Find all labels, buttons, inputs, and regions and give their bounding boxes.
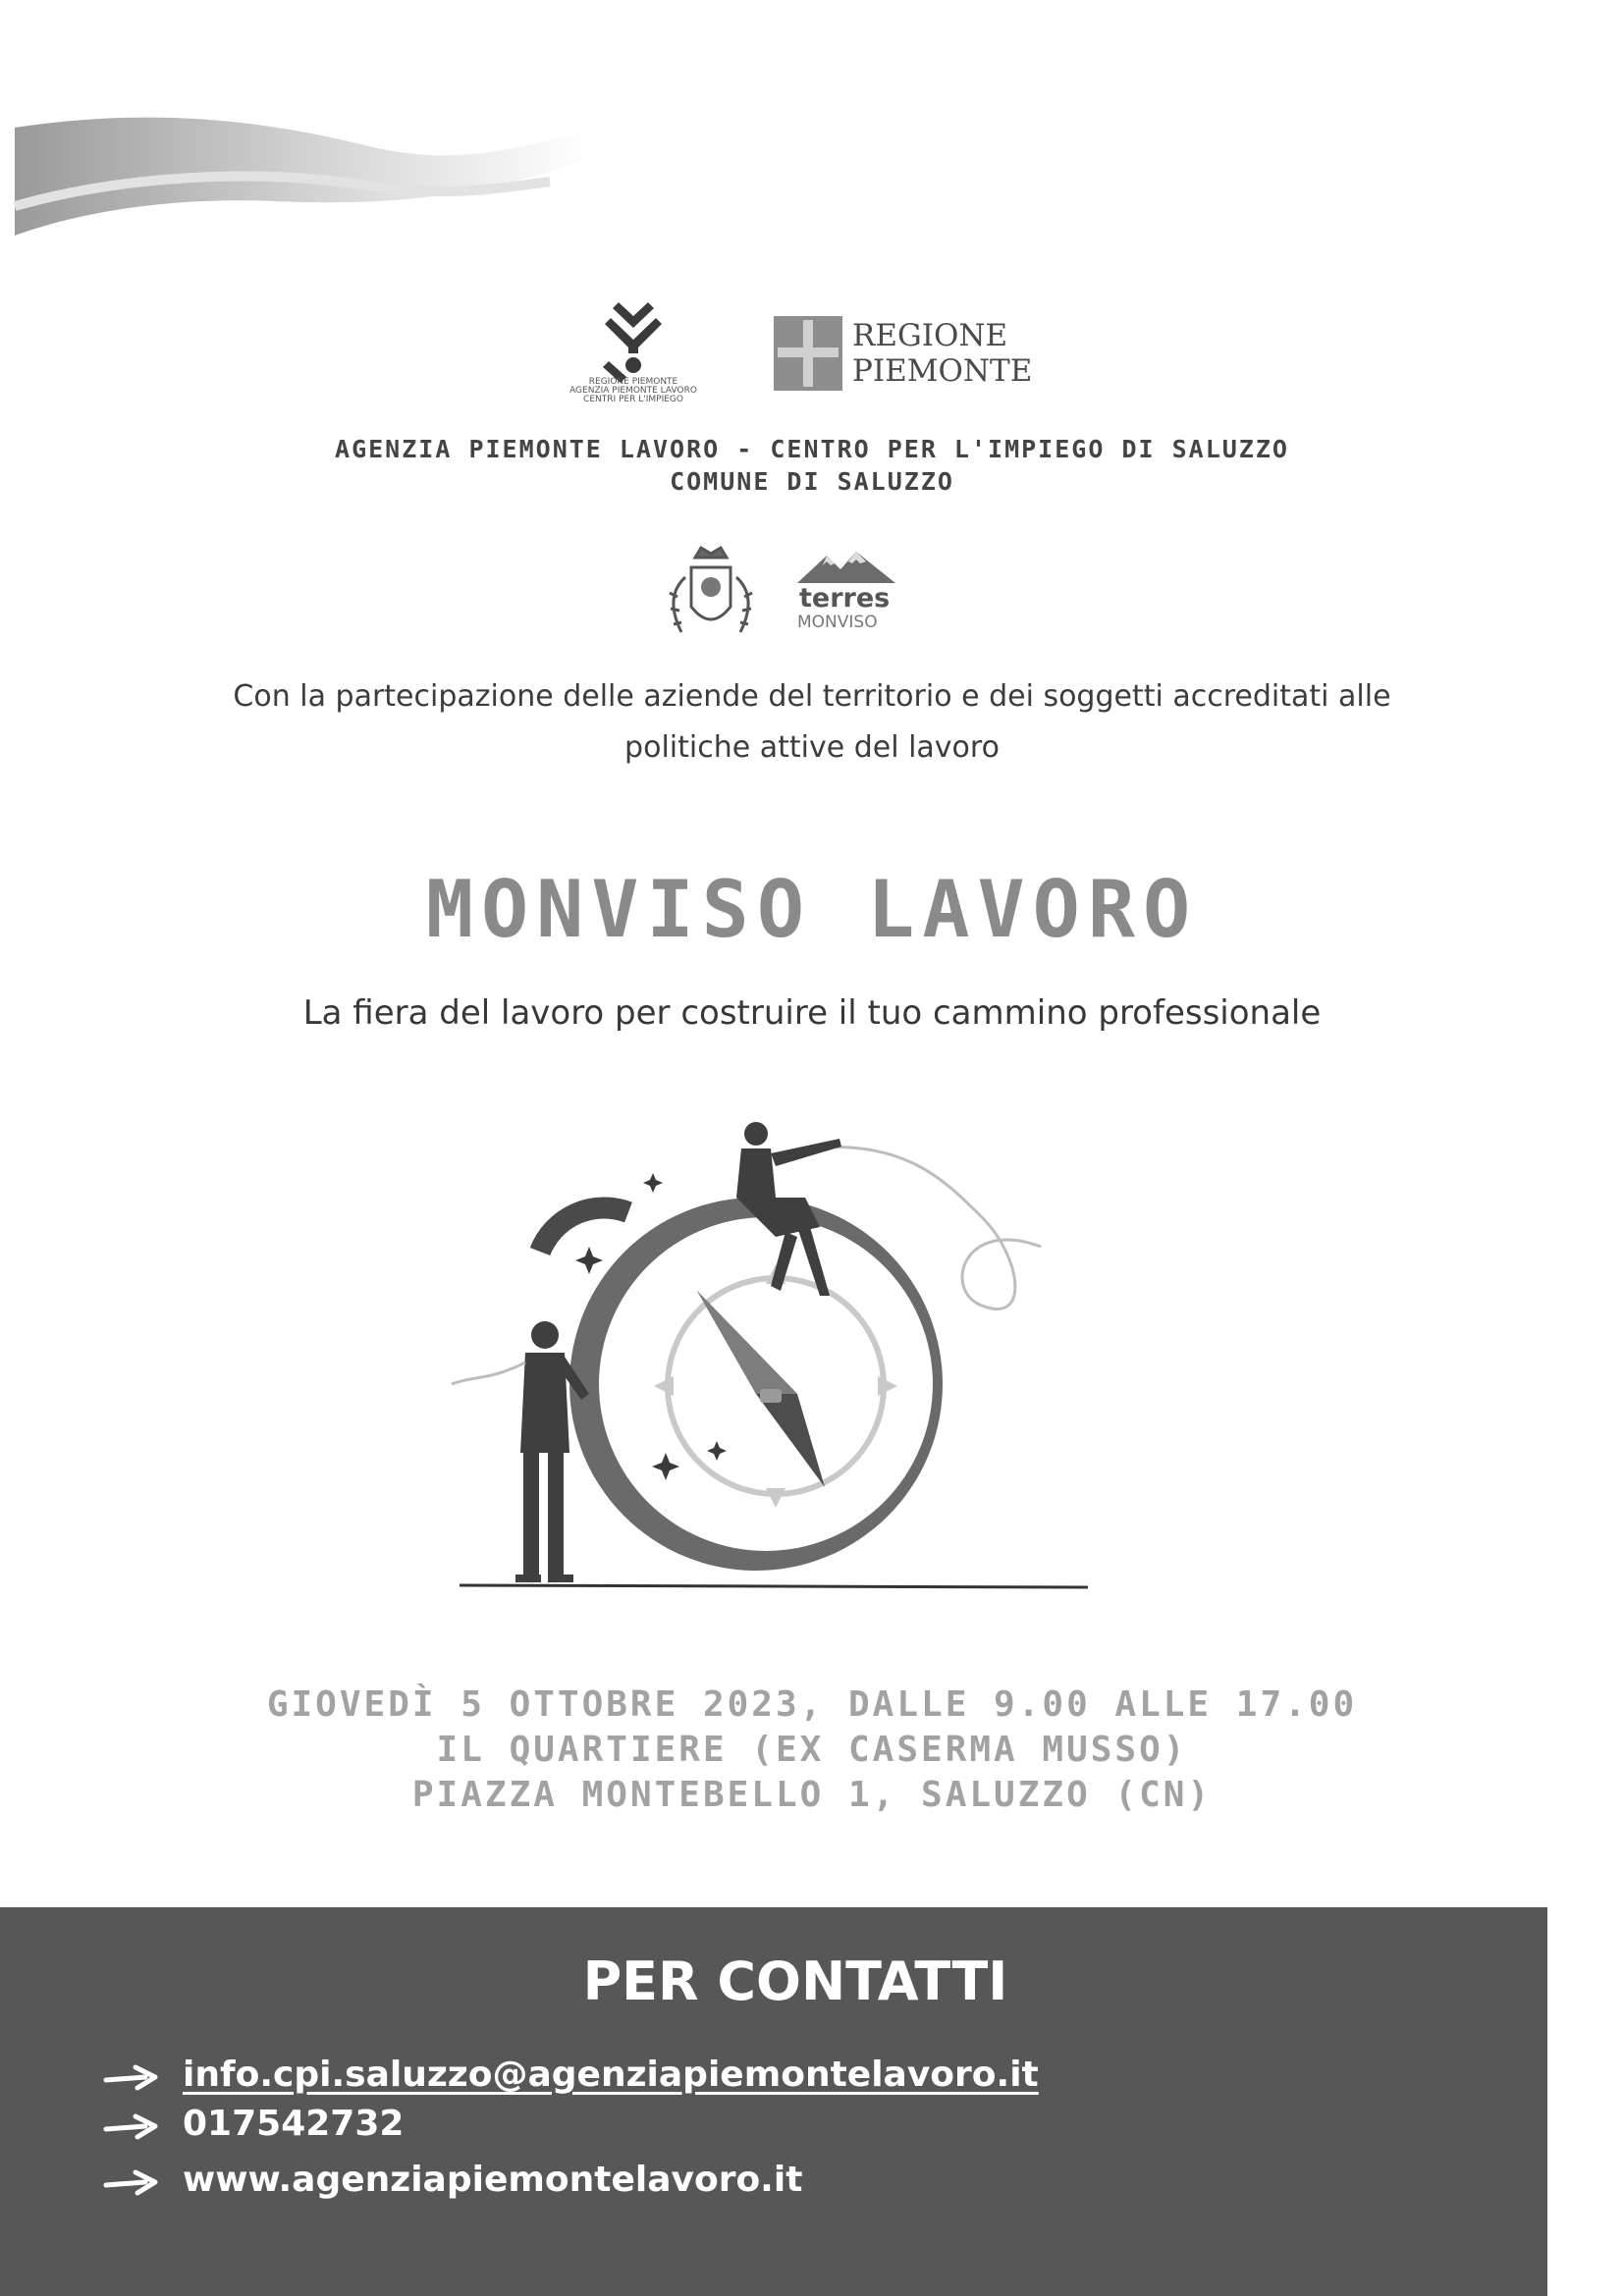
- terres-logo-name: terres: [799, 583, 891, 614]
- partners-text: Con la partecipazione delle aziende del territorio e dei soggetti accreditati alle politiche attive del lavoro: [233, 679, 1391, 765]
- mountain-icon: [797, 550, 895, 585]
- regione-logo-line2: PIEMONTE: [852, 353, 1033, 389]
- regione-logo-line1: REGIONE: [852, 318, 1008, 353]
- event-address: PIAZZA MONTEBELLO 1, SALUZZO (CN): [411, 1775, 1213, 1815]
- arrow-right-icon: [102, 2062, 161, 2092]
- comune-line: COMUNE DI SALUZZO: [670, 467, 954, 496]
- regione-piemonte-logo: [774, 316, 1033, 395]
- event-title: MONVISO LAVORO: [425, 864, 1199, 955]
- contact-phone: 017542732: [183, 2104, 405, 2144]
- contacts-title: PER CONTATTI: [582, 1950, 1008, 2012]
- event-subtitle: La fiera del lavoro per costruire il tuo cammino professionale: [302, 993, 1322, 1033]
- terres-logo-sub: MONVISO: [797, 613, 878, 632]
- event-date-time: GIOVEDÌ 5 OTTOBRE 2023, DALLE 9.00 ALLE 17.00: [266, 1684, 1358, 1725]
- event-venue: IL QUARTIERE (EX CASERMA MUSSO): [436, 1730, 1188, 1770]
- contact-email-link[interactable]: info.cpi.saluzzo@agenziapiemontelavoro.it: [183, 2055, 1039, 2095]
- header-wave-graphic: [0, 88, 884, 265]
- arrow-right-icon: [102, 2167, 161, 2197]
- comune-saluzzo-crest-icon: [656, 538, 766, 646]
- contact-website-link[interactable]: www.agenziapiemontelavoro.it: [183, 2160, 803, 2200]
- arrow-right-icon: [102, 2111, 161, 2141]
- terres-monviso-logo: [791, 550, 899, 638]
- contacts-section: [0, 1907, 1547, 2296]
- compass-career-illustration: [432, 1099, 1139, 1610]
- regione-piemonte-flag-icon: [774, 316, 842, 391]
- apl-logo-caption: REGIONE PIEMONTE AGENZIA PIEMONTE LAVORO CENTRI PER L'IMPIEGO: [569, 377, 697, 404]
- organizer-line: AGENZIA PIEMONTE LAVORO - CENTRO PER L'IMPIEGO DI SALUZZO: [335, 435, 1289, 463]
